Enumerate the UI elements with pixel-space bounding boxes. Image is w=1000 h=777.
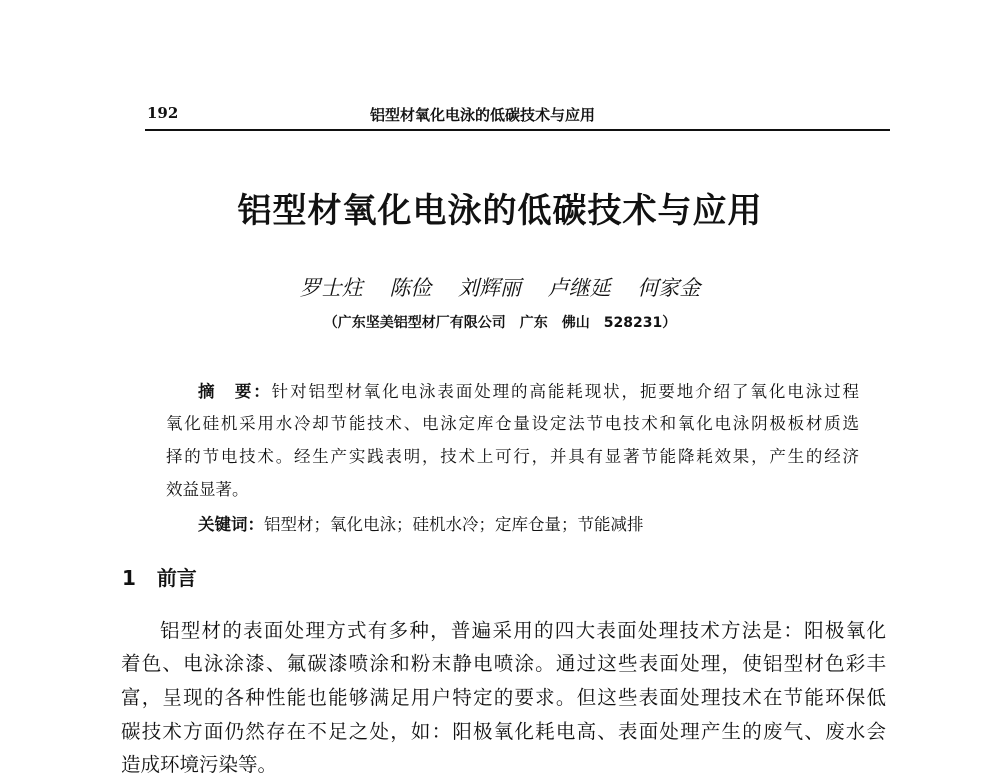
author: 卢继延 — [547, 276, 611, 300]
author: 罗士炷 — [299, 276, 363, 300]
keywords — [198, 511, 644, 535]
author: 何家金 — [637, 276, 701, 300]
header-rule — [145, 129, 890, 131]
author: 陈俭 — [389, 276, 432, 300]
abstract-line: 择的节电技术。经生产实践表明，技术上可行，并具有显著节能降耗效果，产生的经济 — [166, 447, 859, 466]
abstract-line: 氧化硅机采用水冷却节能技术、电泳定库仓量设定法节电技术和氧化电泳阴极板材质选 — [166, 414, 859, 433]
page-number: 192 — [147, 104, 179, 122]
keywords-text: 铝型材；氧化电泳；硅机水冷；定库仓量；节能减排 — [264, 515, 644, 534]
abstract-label: 摘 要： — [198, 382, 272, 401]
affiliation: （广东坚美铝型材厂有限公司 广东 佛山 528231） — [323, 315, 677, 331]
abstract-text: 针对铝型材氧化电泳表面处理的高能耗现状，扼要地介绍了氧化电泳过程 — [271, 382, 860, 401]
body-line: 碳技术方面仍然存在不足之处，如：阳极氧化耗电高、表面处理产生的废气、废水会 — [121, 720, 886, 743]
section-number: 1 — [122, 566, 136, 590]
section-heading — [122, 562, 197, 591]
paper-title: 铝型材氧化电泳的低碳技术与应用 — [237, 191, 763, 231]
author: 刘辉丽 — [458, 276, 521, 300]
body-line: 富，呈现的各种性能也能够满足用户特定的要求。但这些表面处理技术在节能环保低 — [121, 686, 886, 709]
body-line: 造成环境污染等。 — [121, 753, 278, 776]
body-line: 铝型材的表面处理方式有多种，普遍采用的四大表面处理技术方法是：阳极氧化 — [160, 619, 886, 642]
body-line: 着色、电泳涂漆、氟碳漆喷涂和粉末静电喷涂。通过这些表面处理，使铝型材色彩丰 — [121, 652, 886, 675]
section-title: 前言 — [156, 566, 197, 590]
keywords-label: 关键词： — [198, 515, 264, 534]
abstract-line: 效益显著。 — [166, 480, 249, 499]
running-header: 铝型材氧化电泳的低碳技术与应用 — [370, 106, 596, 124]
author-list — [0, 272, 1000, 302]
abstract-line — [198, 378, 859, 402]
